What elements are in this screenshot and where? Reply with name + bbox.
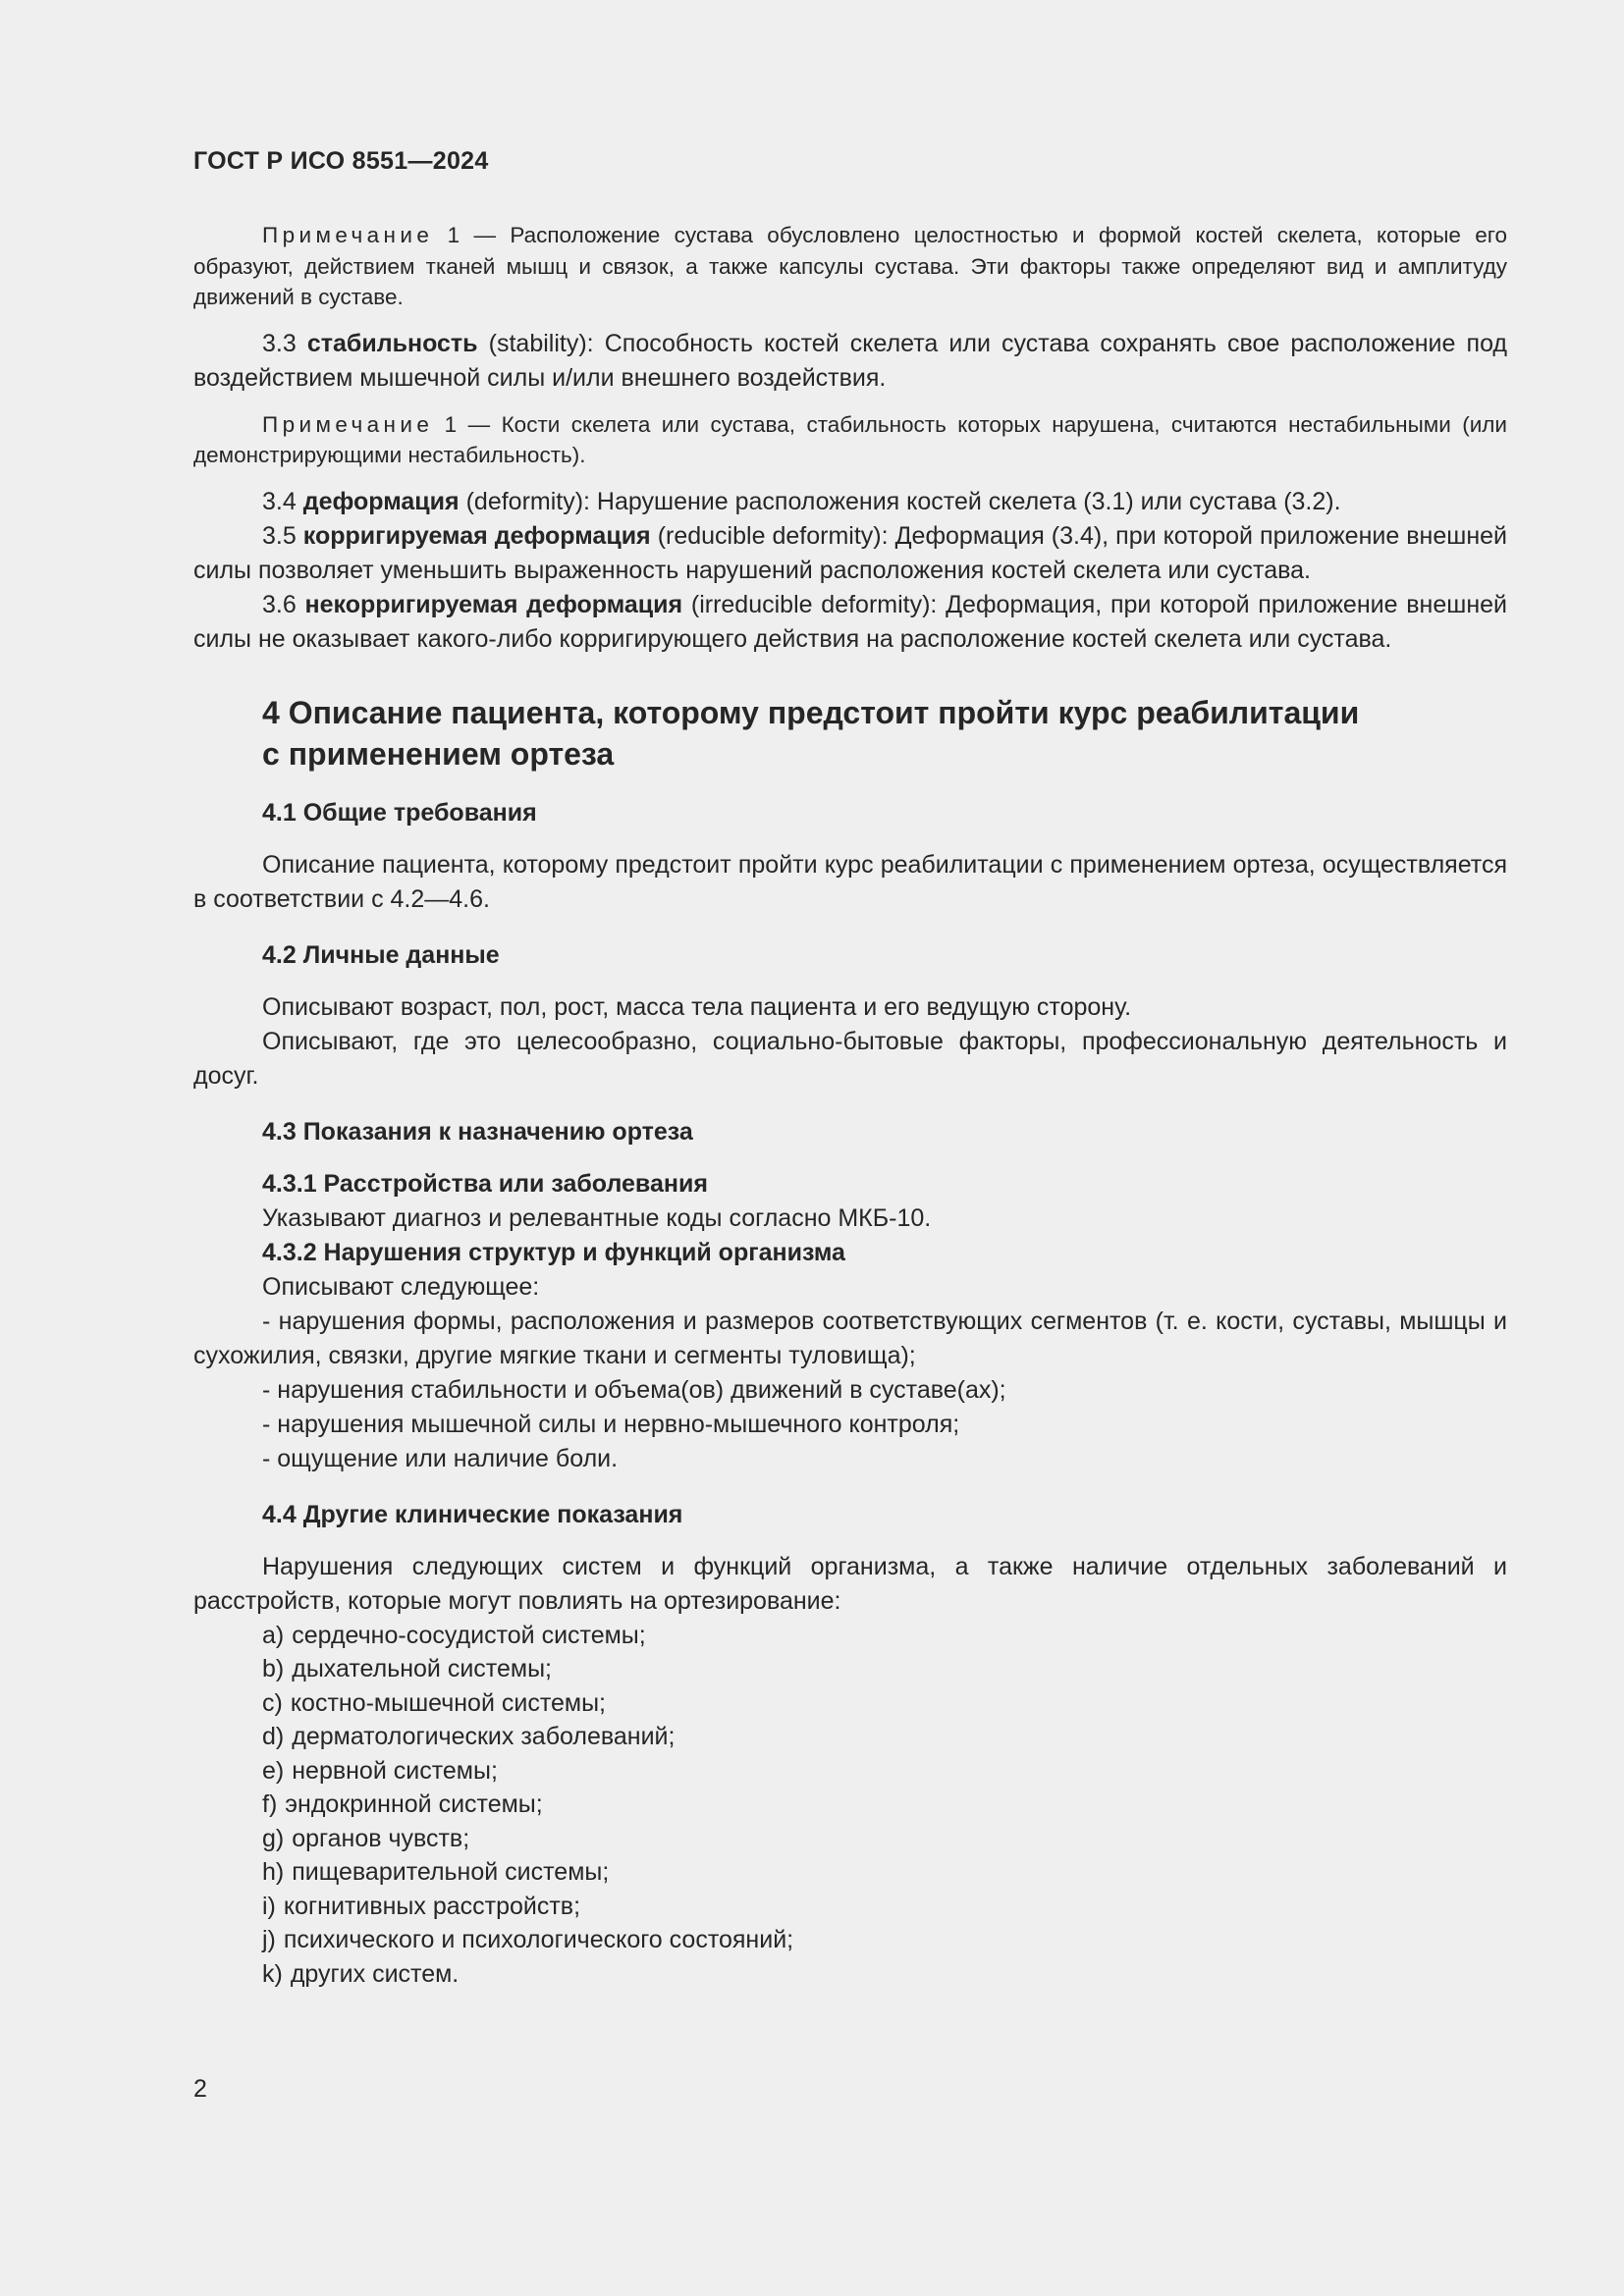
- list-item-letter: a): [262, 1621, 285, 1649]
- list-item-text: костно-мышечной системы;: [290, 1688, 607, 1717]
- list-item-text: органов чувств;: [292, 1824, 470, 1852]
- definition-number: 3.5: [262, 521, 303, 550]
- list-item: [193, 1923, 1507, 1957]
- list-item-letter: k): [262, 1959, 283, 1988]
- bullet-item: - нарушения стабильности и объема(ов) движений в суставе(ах);: [262, 1375, 1006, 1404]
- list-item-letter: g): [262, 1824, 285, 1852]
- definition-3-4: [193, 485, 1507, 519]
- list-item-letter: d): [262, 1723, 285, 1750]
- list-item-letter: b): [262, 1655, 285, 1682]
- definition-number: 3.4: [262, 487, 303, 515]
- definition-text: (irreducible deformity): Деформация, при которой приложение внешней силы не оказывает какого-либо корригирующего действия на расположение костей скелета или сустава.: [193, 590, 1507, 653]
- section-4-heading-line2: с применением ортеза: [262, 735, 615, 772]
- list-item: [193, 1720, 1507, 1754]
- note-label: Примечание: [262, 411, 434, 437]
- definition-term: некорригируемая деформация: [304, 590, 683, 618]
- subsection-4-3-heading: 4.3 Показания к назначению ортеза: [262, 1117, 693, 1146]
- list-item-text: сердечно-сосудистой системы;: [292, 1621, 646, 1649]
- list-item: [193, 1652, 1507, 1686]
- subsection-4-3-1-text: Указывают диагноз и релевантные коды согласно МКБ-10.: [262, 1203, 932, 1232]
- note-text: 1 — Расположение сустава обусловлено целостностью и формой костей скелета, которые его образуют, действием тканей мышц и связок, а также капсулы сустава. Эти факторы также определяют вид и амплитуду движений в суставе.: [193, 223, 1507, 309]
- note-3-3: [193, 409, 1507, 471]
- definition-text: (stability): Способность костей скелета или сустава сохранять свое расположение под воздействием мышечной силы и/или внешнего воздействия.: [193, 329, 1508, 392]
- subsection-4-4-intro: Нарушения следующих систем и функций организма, а также наличие отдельных заболеваний и расстройств, которые могут повлиять на ортезирование:: [193, 1552, 1507, 1615]
- list-item: [193, 1619, 1507, 1653]
- definition-text: (reducible deformity): Деформация (3.4), при которой приложение внешней силы позволяет уменьшить выраженность нарушений расположения костей скелета или сустава.: [193, 521, 1507, 584]
- list-item-letter: f): [262, 1790, 278, 1818]
- list-item: [193, 1957, 1507, 1992]
- note-text: 1 — Кости скелета или сустава, стабильность которых нарушена, считаются нестабильными (или демонстрирующими нестабильность).: [193, 411, 1507, 467]
- document-header: ГОСТ Р ИСО 8551—2024: [193, 147, 489, 175]
- definition-3-5: [193, 519, 1507, 588]
- list-item-letter: e): [262, 1756, 285, 1785]
- list-item: [193, 1855, 1507, 1890]
- page-content: [193, 145, 1507, 1991]
- page-number: 2: [193, 2075, 207, 2103]
- list-item-text: когнитивных расстройств;: [283, 1892, 581, 1920]
- note-3-2: [193, 220, 1507, 313]
- section-4-heading: [193, 692, 1507, 774]
- definition-3-6: [193, 588, 1507, 657]
- subsection-4-1-text: Описание пациента, которому предстоит пройти курс реабилитации с применением ортеза, осуществляется в соответствии с 4.2—4.6.: [193, 850, 1507, 913]
- list-item: [193, 1686, 1507, 1721]
- subsection-4-1-heading: 4.1 Общие требования: [262, 798, 537, 827]
- subsection-4-2-paragraph-1: Описывают возраст, пол, рост, масса тела пациента и его ведущую сторону.: [262, 992, 1132, 1021]
- note-label: Примечание: [262, 223, 434, 247]
- list-item: [193, 1890, 1507, 1924]
- list-item-text: психического и психологического состояний;: [283, 1926, 794, 1953]
- bullet-item: - нарушения формы, расположения и размеров соответствующих сегментов (т. е. кости, суставы, мышцы и сухожилия, связки, другие мягкие ткани и сегменты туловища);: [193, 1307, 1507, 1369]
- subsection-4-3-1-heading: 4.3.1 Расстройства или заболевания: [262, 1169, 708, 1198]
- list-item-text: эндокринной системы;: [285, 1790, 543, 1818]
- definition-term: деформация: [302, 487, 460, 515]
- subsection-4-2-paragraph-2: Описывают, где это целесообразно, социально-бытовые факторы, профессиональную деятельность и досуг.: [193, 1027, 1507, 1090]
- definition-number: 3.3: [262, 329, 307, 357]
- definition-text: (deformity): Нарушение расположения костей скелета (3.1) или сустава (3.2).: [459, 487, 1341, 515]
- clinical-list: [193, 1619, 1507, 1992]
- bullet-item: - нарушения мышечной силы и нервно-мышечного контроля;: [262, 1410, 960, 1438]
- list-item-text: дерматологических заболеваний;: [292, 1723, 676, 1750]
- list-item-letter: i): [262, 1892, 276, 1920]
- definition-term: корригируемая деформация: [302, 521, 651, 550]
- list-item: [193, 1788, 1507, 1822]
- bullet-item: - ощущение или наличие боли.: [262, 1444, 619, 1472]
- definition-number: 3.6: [262, 590, 305, 618]
- list-item-letter: h): [262, 1858, 285, 1886]
- list-item: [193, 1822, 1507, 1856]
- list-item-text: нервной системы;: [292, 1756, 498, 1785]
- list-item-letter: j): [262, 1926, 276, 1953]
- list-item-text: дыхательной системы;: [292, 1655, 552, 1682]
- subsection-4-3-2-heading: 4.3.2 Нарушения структур и функций организма: [262, 1238, 845, 1266]
- list-item-letter: c): [262, 1688, 283, 1717]
- subsection-4-3-2-intro: Описывают следующее:: [262, 1272, 540, 1301]
- list-item-text: пищеварительной системы;: [292, 1858, 610, 1886]
- list-item-text: других систем.: [290, 1959, 460, 1988]
- definition-3-3: [193, 327, 1507, 396]
- subsection-4-4-heading: 4.4 Другие клинические показания: [262, 1500, 683, 1528]
- section-4-heading-line1: 4 Описание пациента, которому предстоит пройти курс реабилитации: [262, 694, 1360, 730]
- definition-term: стабильность: [306, 329, 478, 357]
- list-item: [193, 1754, 1507, 1789]
- subsection-4-2-heading: 4.2 Личные данные: [262, 940, 500, 969]
